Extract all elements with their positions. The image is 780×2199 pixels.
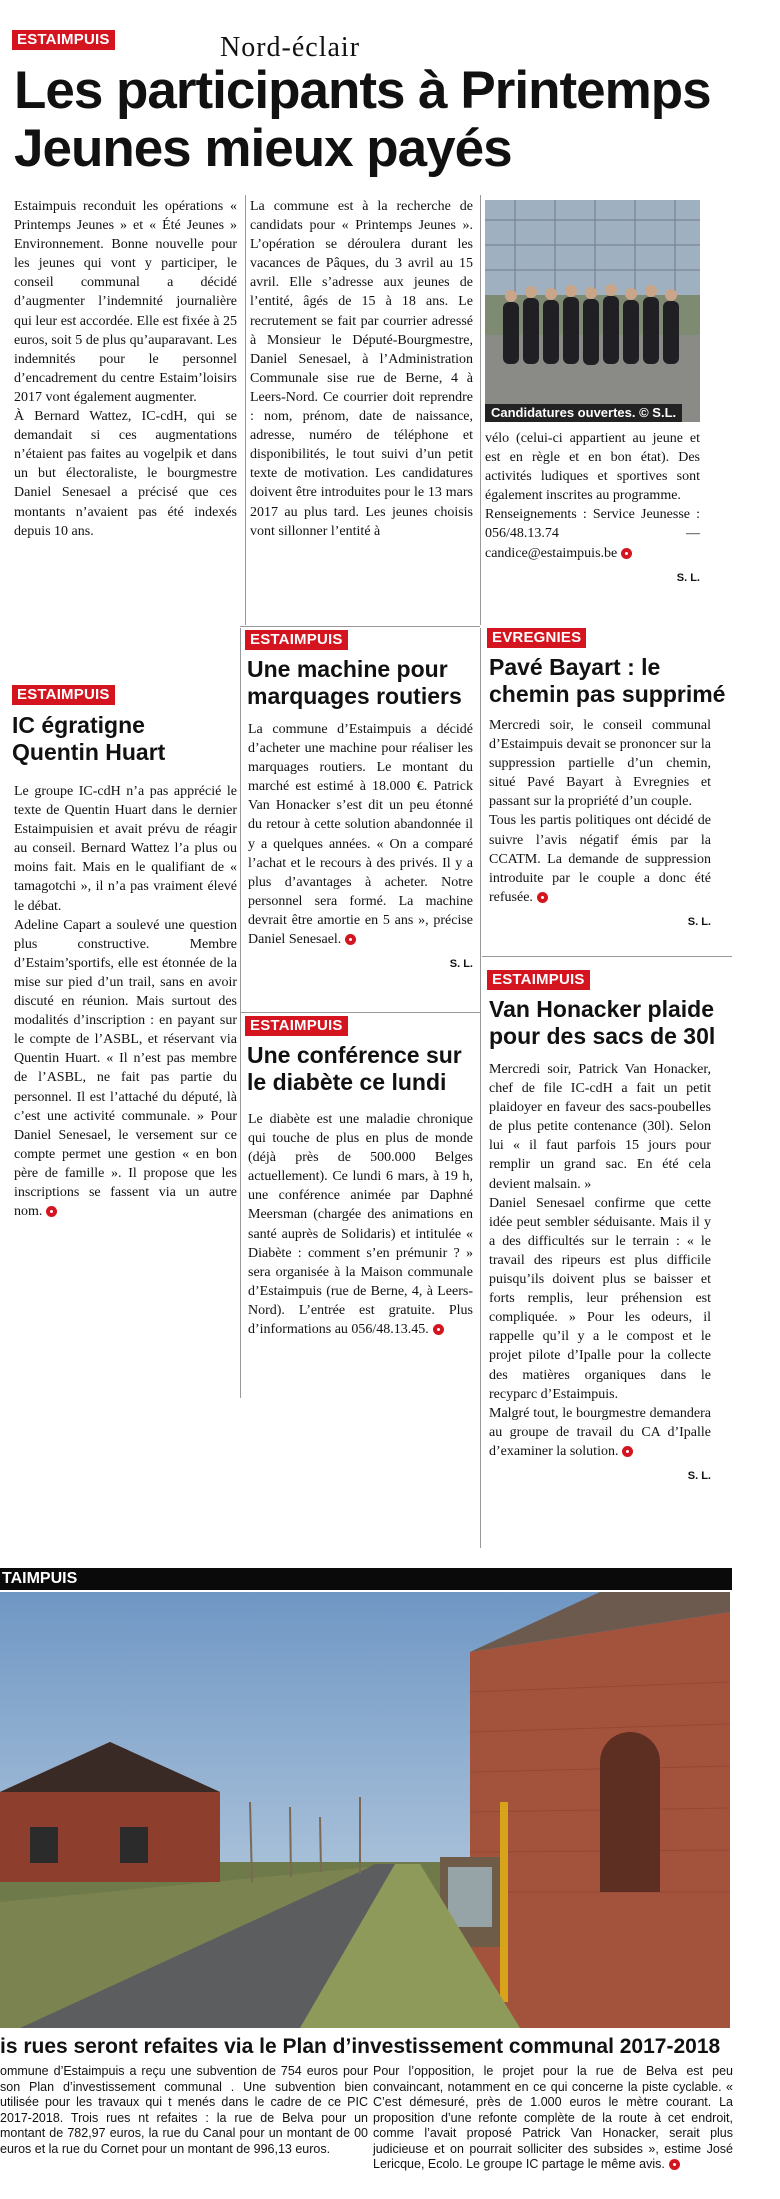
section-tag: ESTAIMPUIS [245, 1016, 348, 1036]
section-tag: ESTAIMPUIS [12, 685, 115, 705]
diabete-article-body [248, 1110, 473, 1339]
end-mark-icon [537, 892, 548, 903]
diabete-article-title: Une conférence sur le diabète ce lundi [247, 1042, 462, 1095]
paragraph: La commune d’Estaimpuis a décidé d’acheter une machine pour réaliser les marquages routiers. Le montant du marché est estimé à 18.000 €. Patrick Van Honacker s’est dit un peu étonné du retour à cette solution abandonnée il y a quelques années. « On a comparé l’achat et le recours à des privés. Il y a plus d’avantages à acheter. Notre personnel sera formé. La machine devrait être amortie en 5 ans », précise Daniel Senesael. [248, 722, 473, 948]
paragraph: Estaimpuis reconduit les opérations « Printemps Jeunes » et « Été Jeunes » Environnement. Bonne nouvelle pour les jeunes qui vont y participer, le conseil communal a décidé d’augmenter l’indemnité journalière qui leur est accordée. Elle est fixée à 25 euros, soit 5 de plus qu’auparavant. Les indemnités pour le personnel d’encadrement du centre Estaim’loisirs 2017 vont également augmenter. [14, 199, 237, 405]
end-mark-icon [669, 2159, 680, 2170]
author-signature: S. L. [687, 1469, 711, 1482]
section-tag: ESTAIMPUIS [245, 630, 348, 650]
section-tag: ESTAIMPUIS [12, 30, 115, 50]
section-tag: ESTAIMPUIS [487, 970, 590, 990]
paragraph: vélo (celui-ci appartient au jeune et est en règle et en bon état). Des activités ludiques et sportives sont également inscrites au programme. [485, 431, 700, 504]
machine-article-body [248, 720, 473, 974]
paragraph: Tous les partis politiques ont décidé de suivre l’avis négatif émis par la CCATM. La demande de suppression introduite par le couple a donc été refusée. [489, 813, 711, 905]
paragraph: Malgré tout, le bourgmestre demandera au groupe de travail du CA d’Ipalle d’examiner la solution. [489, 1405, 711, 1459]
street-photo [0, 1592, 730, 2028]
main-article-col-3 [485, 429, 700, 588]
sacs-article-body [489, 1060, 711, 1486]
youth-group-photo [485, 200, 700, 422]
author-signature: S. L. [676, 571, 700, 584]
pave-article-body [489, 716, 711, 932]
end-mark-icon [433, 1324, 444, 1335]
paragraph: Adeline Capart a soulevé une question plus constructive. Membre d’Estaim’sportifs, elle est étonnée de la mise sur pied d’un trail, sans en avoir discuté en réunion. Mais surtout des modalités d’inscription : en payant sur le compte de l’ASBL, et réservant via Quentin Huart. « Il n’est pas membre de l’ASBL, ne fait pas partie du personnel. Il est l’attaché du député, là c’est une activité communale. » Pour Daniel Senesael, le versement sur ce compte permet une gestion « en bon père de famille ». Il propose que les inscriptions se fassent via un autre nom. [14, 917, 237, 1220]
section-divider [482, 956, 732, 957]
ic-article-title: IC égratigne Quentin Huart [12, 712, 166, 765]
headline-line-1: Les participants à Printemps [14, 61, 711, 120]
newspaper-source: Nord-éclair [220, 32, 361, 63]
paragraph: Daniel Senesael confirme que cette idée peut sembler séduisante. Mais il y a des difficultés sur le terrain : « le travail des ripeurs est plus difficile puisqu’ils doivent plus se baisser et forts remplis, leur préhension est compliquée. » Pour les odeurs, il rappelle qu’il y a le compost et le projet pilote d’Ipalle pour la collecte des matières organiques dans le recyparc d’Estaimpuis. [489, 1195, 711, 1402]
section-divider [240, 1012, 480, 1013]
sacs-article-title: Van Honacker plaide pour des sacs de 30l [489, 996, 716, 1049]
main-article-col-2 [250, 197, 473, 541]
column-divider [480, 628, 481, 1548]
author-signature: S. L. [449, 958, 473, 971]
end-mark-icon [622, 1446, 633, 1457]
bottom-article-left: ommune d’Estaimpuis a reçu une subvention de 754 euros pour son Plan d’investissement communal . Une subvention bien utilisée pour les travaux qui t menés dans le cadre de ce PIC 2017-2018. Trois rues nt refaites : la rue de Belva pour un montant de 782,97 euros, la rue du Canal pour un montant de 00 euros et la rue du Cornet pour un montant de 996,13 euros. [0, 2064, 368, 2156]
photo-headline: is rues seront refaites via le Plan d’investissement communal 2017-2018 [0, 2035, 721, 2058]
headline-line-2: Jeunes mieux payés [14, 119, 512, 178]
paragraph: Le groupe IC-cdH n’a pas apprécié le texte de Quentin Huart dans le dernier Estaimpuisien et avait prévu de réagir au conseil. Bernard Wattez l’a plus ou moins fait. Mais en le qualifiant de « tamagotchi », il n’a pas vraiment élevé le débat. [14, 784, 237, 914]
column-divider [240, 628, 241, 1398]
machine-article-title: Une machine pour marquages routiers [247, 656, 462, 709]
paragraph: La commune est à la recherche de candidats pour « Printemps Jeunes ». L’opération se déroulera durant les vacances de Pâques, du 3 avril au 15 avril. Elle s’adresse aux jeunes de l’entité, âgés de 15 à 18 ans. Le recrutement se fait par courrier adressé à Monsieur le Député-Bourgmestre, Daniel Senesael, à l’Administration Communale sise rue de Berne, 4 à Leers-Nord. Ce courrier doit reprendre : nom, prénom, date de naissance, adresse, numéro de téléphone et disponibilités, le tout suivi d’un petit texte de motivation. Les candidatures doivent être introduites pour le 13 mars 2017 au plus tard. Les jeunes choisis vont sillonner l’entité à [250, 199, 473, 539]
end-mark-icon [621, 548, 632, 559]
column-divider [480, 195, 481, 625]
main-article-col-1 [14, 197, 237, 541]
end-mark-icon [46, 1206, 57, 1217]
photo-caption: Candidatures ouvertes. © S.L. [485, 404, 682, 422]
section-band: TAIMPUIS [0, 1568, 732, 1590]
section-tag: EVREGNIES [487, 628, 586, 648]
paragraph: À Bernard Wattez, IC-cdH, qui se demandait si ces augmentations n’étaient pas faites au vogelpik et dans un but électoraliste, le bourgmestre Daniel Senesael a précisé que ces montants n’avaient pas été indexés depuis 10 ans. [14, 409, 237, 539]
pave-article-title: Pavé Bayart : le chemin pas supprimé [489, 654, 726, 707]
end-mark-icon [345, 934, 356, 945]
section-divider [240, 626, 480, 627]
ic-article-body [14, 782, 237, 1221]
contact-info: Renseignements : Service Jeunesse : 056/48.13.74 — candice@estaimpuis.be [485, 507, 700, 561]
column-divider [245, 195, 246, 625]
paragraph: Mercredi soir, Patrick Van Honacker, chef de file IC-cdH a fait un petit plaidoyer en faveur des sacs-poubelles de plus petite contenance (30l). Selon lui « il faut parfois 15 jours pour remplir un grand sac. En été cela devient malsain. » [489, 1062, 711, 1192]
paragraph: Le diabète est une maladie chronique qui touche de plus en plus de monde (déjà près de 500.000 Belges actuellement). Ce lundi 6 mars, à 19 h, une conférence animée par Daphné Meersman (chargée des animations en santé auprès de Solidaris) et intitulée « Diabète : comment s’en prémunir ? » sera organisée à la Maison communale d’Estaimpuis (rue de Berne, 4, à Leers-Nord). L’entrée est gratuite. Plus d’informations au 056/48.13.45. [248, 1112, 473, 1338]
paragraph: Mercredi soir, le conseil communal d’Estaimpuis devait se prononcer sur la suppression partielle d’un chemin, situé Pavé Bayart à Evregnies et passant sur la propriété d’un couple. [489, 718, 711, 810]
main-headline [14, 62, 774, 178]
author-signature: S. L. [687, 915, 711, 928]
bottom-article-right: Pour l’opposition, le projet pour la rue de Belva est peu convaincant, notamment en ce qui concerne la piste cyclable. « C’est démesuré, près de 1.000 euros le mètre courant. La proposition d’une refonte complète de la route à cet endroit, comme l’avait proposé Patrick Van Honacker, serait plus judicieuse et on pourrait solliciter des subsides », estime José Lericque, Ecolo. Le groupe IC partage le même avis. [373, 2064, 733, 2171]
